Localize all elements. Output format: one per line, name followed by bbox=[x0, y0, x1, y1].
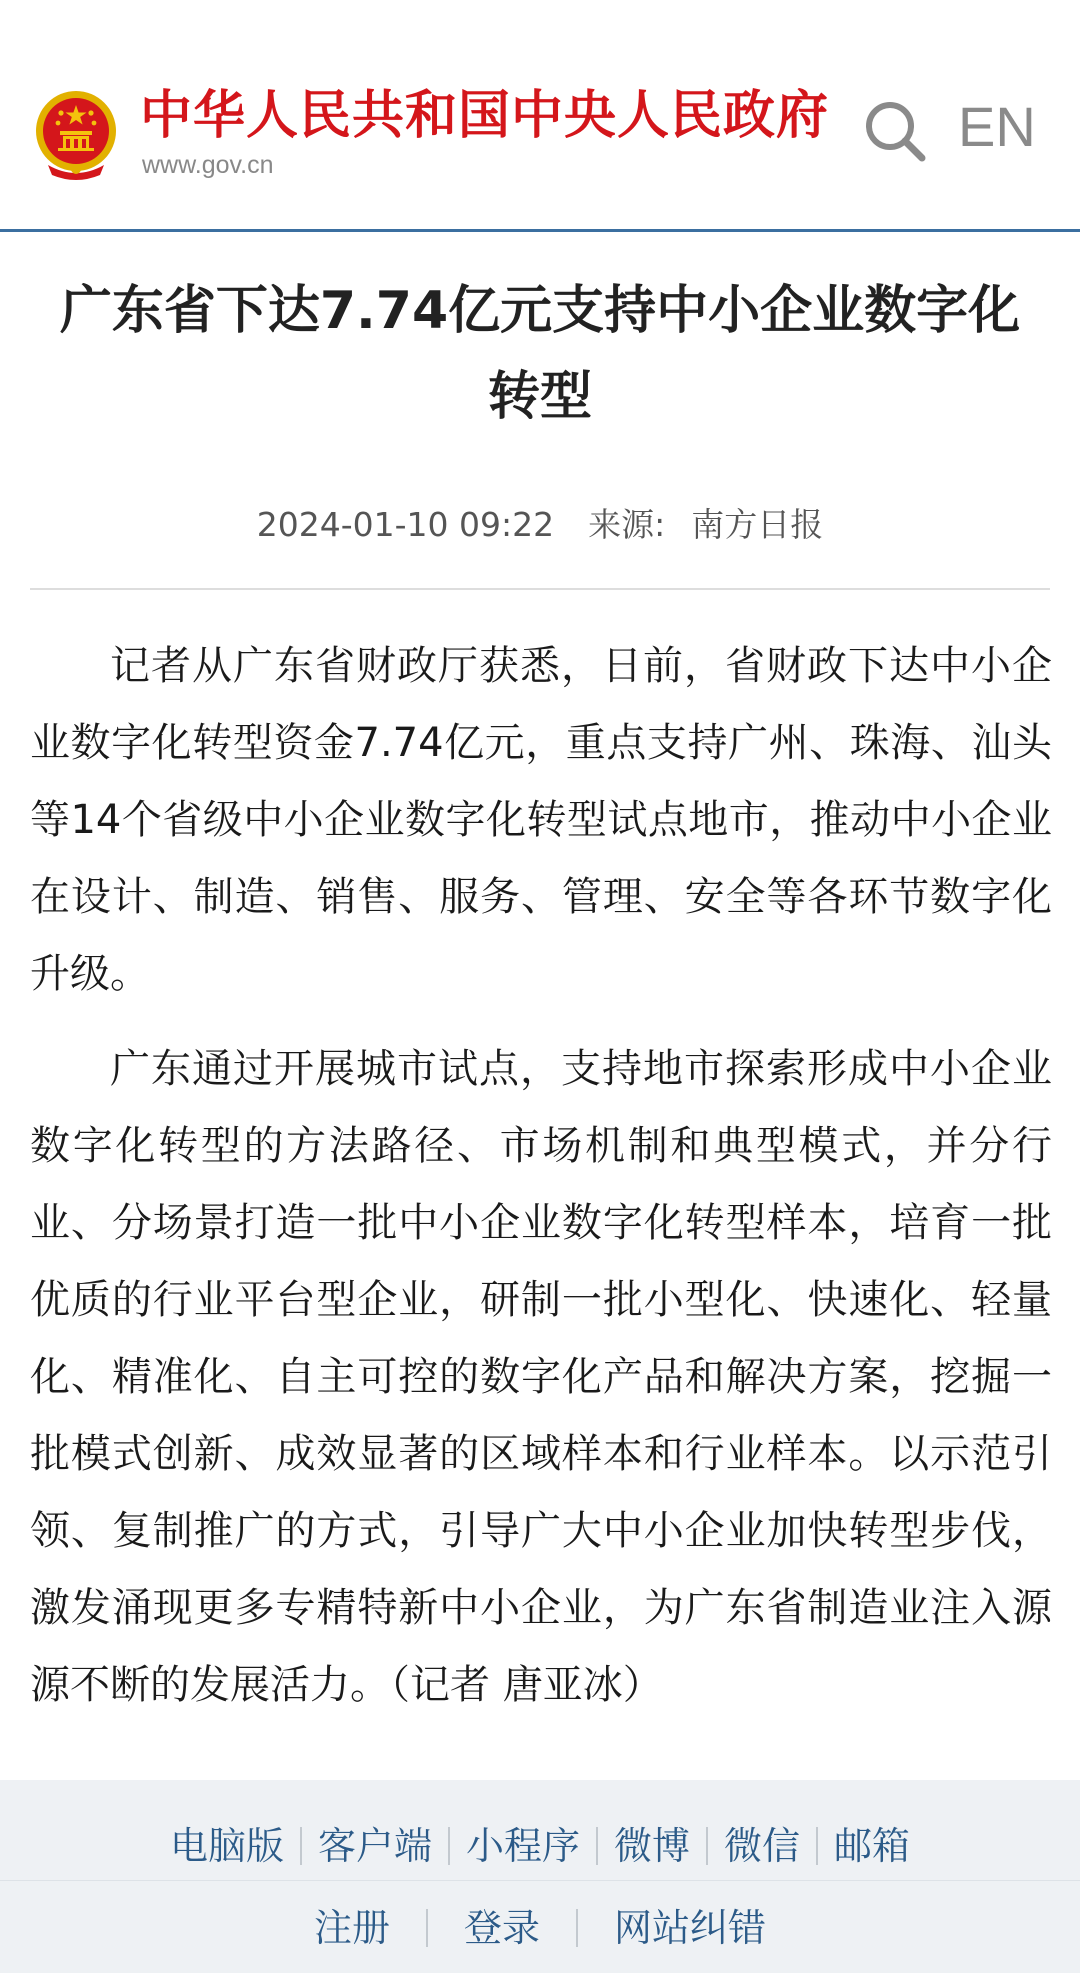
source-label: 来源: bbox=[588, 505, 666, 544]
site-url: www.gov.cn bbox=[142, 151, 274, 179]
paragraph: 广东通过开展城市试点，支持地市探索形成中小企业数字化转型的方法路径、市场机制和典型模式，并分行业、分场景打造一批中小企业数字化转型样本，培育一批优质的行业平台型企业，研制一批小型化、快速化、轻量化、精准化、自主可控的数字化产品和解决方案，挖掘一批模式创新、成效显著的区域样本和行业样本。以示范引领、复制推广的方式，引导广大中小企业加快转型步伐，激发涌现更多专精特新中小企业，为广东省制造业注入源源不断的发展活力。（记者 唐亚冰） bbox=[30, 1046, 1052, 1708]
search-icon[interactable] bbox=[860, 96, 930, 166]
footer-link-weibo[interactable]: 微博 bbox=[614, 1824, 691, 1868]
footer-link-wechat[interactable]: 微信 bbox=[724, 1824, 801, 1868]
source-name: 南方日报 bbox=[691, 505, 824, 544]
footer-link-report-error[interactable]: 网站纠错 bbox=[614, 1906, 767, 1950]
article-meta bbox=[0, 500, 1080, 550]
footer-link-mail[interactable]: 邮箱 bbox=[834, 1824, 911, 1868]
footer-link-login[interactable]: 登录 bbox=[463, 1906, 540, 1950]
site-footer bbox=[0, 1780, 1080, 1973]
article-body bbox=[30, 628, 1052, 1742]
site-header bbox=[0, 0, 1080, 232]
footer-link-client[interactable]: 客户端 bbox=[317, 1824, 432, 1868]
footer-link-desktop[interactable]: 电脑版 bbox=[169, 1824, 284, 1868]
divider bbox=[0, 1880, 1080, 1881]
divider bbox=[30, 588, 1050, 590]
footer-nav-primary bbox=[0, 1820, 1080, 1872]
footer-link-mini-program[interactable]: 小程序 bbox=[465, 1824, 580, 1868]
paragraph: 记者从广东省财政厅获悉，日前，省财政下达中小企业数字化转型资金7.74亿元，重点支持广州、珠海、汕头等14个省级中小企业数字化转型试点地市，推动中小企业在设计、制造、销售、服务、管理、安全等各环节数字化升级。 bbox=[30, 643, 1052, 997]
language-toggle-button[interactable]: EN bbox=[958, 95, 1036, 158]
publish-date: 2024-01-10 09:22 bbox=[256, 505, 555, 544]
article-title: 广东省下达7.74亿元支持中小企业数字化转型 bbox=[59, 281, 1021, 427]
national-emblem-icon[interactable] bbox=[30, 85, 122, 183]
footer-nav-secondary bbox=[0, 1902, 1080, 1954]
footer-link-register[interactable]: 注册 bbox=[313, 1906, 390, 1950]
site-title[interactable]: 中华人民共和国中央人民政府 bbox=[140, 85, 830, 146]
